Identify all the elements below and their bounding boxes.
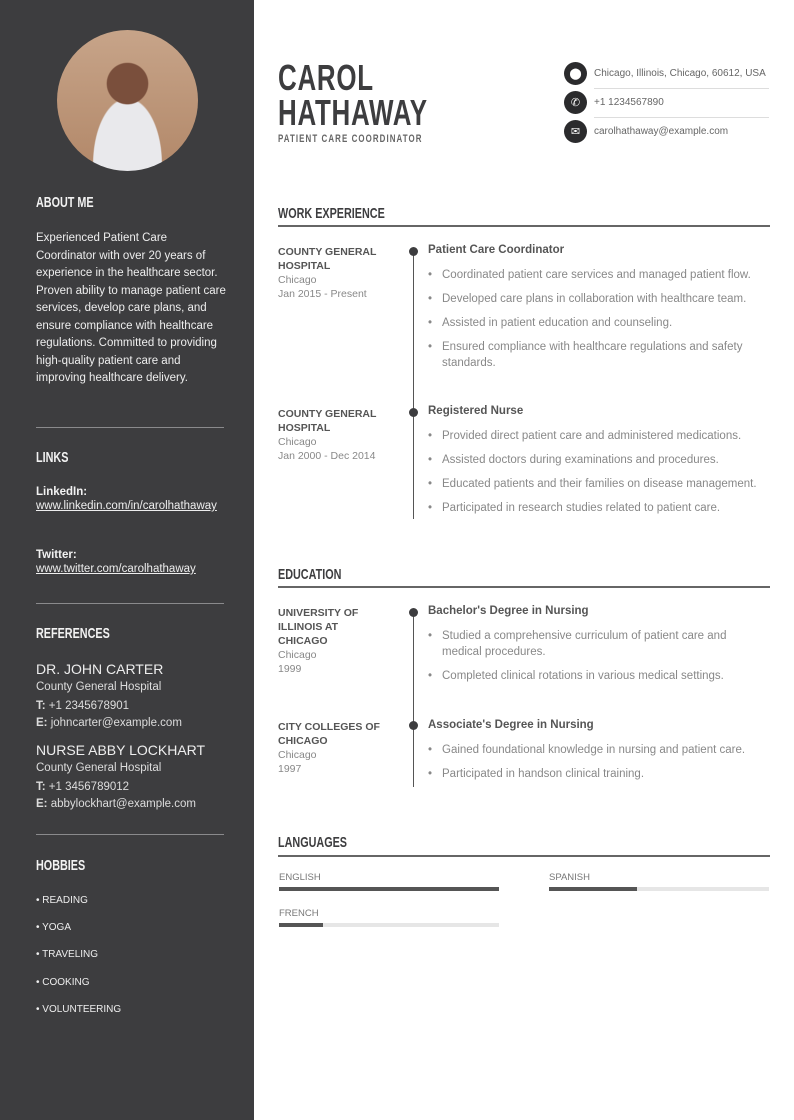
sidebar [0, 0, 254, 1120]
bullet: • Ensured compliance with healthcare regulations and safety standards. [428, 339, 763, 371]
reference-org: County General Hospital [36, 762, 162, 774]
bullet: • Coordinated patient care services and managed patient flow. [428, 267, 763, 283]
about-heading: ABOUT ME [36, 194, 94, 211]
bullet: • Completed clinical rotations in various medical settings. [428, 668, 763, 684]
twitter-link[interactable]: www.twitter.com/carolhathaway [36, 563, 196, 575]
timeline-dot [409, 247, 418, 256]
city: Chicago [278, 436, 317, 448]
dates: Jan 2000 - Dec 2014 [278, 450, 376, 462]
reference-name: DR. JOHN CARTER [36, 661, 164, 677]
divider [594, 117, 769, 118]
bullet: • Studied a comprehensive curriculum of patient care and medical procedures. [428, 628, 748, 660]
school: CITY COLLEGES OF CHICAGO [278, 721, 380, 747]
dates: 1999 [278, 663, 302, 675]
linkedin-link[interactable]: www.linkedin.com/in/carolhathaway [36, 500, 217, 512]
profile-photo [57, 30, 198, 171]
language-name: ENGLISH [279, 872, 321, 883]
bullet: • Developed care plans in collaboration with healthcare team. [428, 291, 763, 307]
work-meta [278, 245, 398, 301]
reference-email: johncarter@example.com [50, 717, 182, 729]
language-item [279, 872, 499, 891]
hobbies-heading: HOBBIES [36, 857, 86, 874]
language-item [279, 908, 499, 927]
company: COUNTY GENERAL HOSPITAL [278, 408, 377, 434]
bullet: • Participated in handson clinical training. [428, 766, 763, 782]
section-divider [278, 586, 770, 588]
role: Registered Nurse [428, 405, 524, 417]
contact-phone: +1 1234567890 [594, 97, 664, 108]
bullet: • Assisted doctors during examinations and procedures. [428, 452, 763, 468]
reference-email: abbylockhart@example.com [50, 798, 196, 810]
city: Chicago [278, 649, 317, 661]
language-bar-fill [549, 887, 637, 891]
language-bar [279, 887, 499, 891]
reference-org: County General Hospital [36, 681, 162, 693]
reference-item [36, 661, 182, 732]
first-name: CAROL [278, 57, 374, 98]
bullet: • Participated in research studies related to patient care. [428, 500, 763, 516]
reference-phone: +1 2345678901 [48, 700, 130, 712]
degree: Bachelor's Degree in Nursing [428, 605, 589, 617]
contact-email[interactable]: carolhathaway@example.com [594, 126, 729, 137]
hobby-item: • YOGA [36, 922, 71, 933]
timeline-dot [409, 721, 418, 730]
city: Chicago [278, 749, 317, 761]
email-icon: ✉ [564, 120, 587, 143]
degree: Associate's Degree in Nursing [428, 719, 594, 731]
hobby-item: • TRAVELING [36, 949, 99, 960]
divider [36, 603, 224, 604]
education-detail [428, 719, 763, 782]
reference-phone: +1 3456789012 [48, 781, 130, 793]
timeline-line [413, 251, 414, 519]
hobby-item: • COOKING [36, 977, 90, 988]
contact-address: Chicago, Illinois, Chicago, 60612, USA [594, 68, 766, 79]
phone-icon: ✆ [564, 91, 587, 114]
work-meta [278, 407, 398, 463]
language-bar [549, 887, 769, 891]
linkedin-label: LinkedIn: [36, 486, 88, 498]
education-meta [278, 606, 373, 676]
timeline-dot [409, 608, 418, 617]
city: Chicago [278, 274, 317, 286]
company: COUNTY GENERAL HOSPITAL [278, 246, 377, 272]
language-name: SPANISH [549, 872, 591, 883]
languages-heading: LANGUAGES [278, 834, 348, 851]
education-meta [278, 720, 388, 776]
language-bar [279, 923, 499, 927]
bullet: • Educated patients and their families on disease management. [428, 476, 763, 492]
timeline-dot [409, 408, 418, 417]
work-detail [428, 244, 763, 371]
email-label: E: [36, 717, 48, 729]
bullet: • Assisted in patient education and counseling. [428, 315, 763, 331]
section-divider [278, 855, 770, 857]
section-divider [278, 225, 770, 227]
role: Patient Care Coordinator [428, 244, 565, 256]
divider [594, 88, 769, 89]
school: UNIVERSITY OF ILLINOIS AT CHICAGO [278, 607, 359, 647]
last-name: HATHAWAY [278, 92, 428, 133]
about-text: Experienced Patient Care Coordinator with over 20 years of experience in the healthcare sector. Proven ability to manage patient care services, develop care plans, and ensure compliance with healthcare regulations. Committed to providing high-quality patient care and improving healthcare delivery. [36, 232, 226, 384]
hobby-item: • VOLUNTEERING [36, 1004, 122, 1015]
work-detail [428, 405, 763, 516]
education-detail [428, 605, 763, 684]
language-item [549, 872, 769, 891]
language-bar-fill [279, 923, 323, 927]
email-label: E: [36, 798, 48, 810]
dates: Jan 2015 - Present [278, 288, 367, 300]
job-title: PATIENT CARE COORDINATOR [278, 133, 423, 145]
timeline-line [413, 612, 414, 787]
twitter-label: Twitter: [36, 549, 77, 561]
reference-name: NURSE ABBY LOCKHART [36, 742, 206, 758]
hobby-item: • READING [36, 895, 88, 906]
references-heading: REFERENCES [36, 625, 110, 642]
bullet: • Provided direct patient care and administered medications. [428, 428, 763, 444]
links-heading: LINKS [36, 449, 69, 466]
bullet: • Gained foundational knowledge in nursing and patient care. [428, 742, 763, 758]
phone-label: T: [36, 781, 46, 793]
divider [36, 427, 224, 428]
divider [36, 834, 224, 835]
language-name: FRENCH [279, 908, 319, 919]
location-pin-icon: ⬤ [564, 62, 587, 85]
dates: 1997 [278, 763, 302, 775]
work-heading: WORK EXPERIENCE [278, 205, 385, 222]
education-heading: EDUCATION [278, 566, 342, 583]
phone-label: T: [36, 700, 46, 712]
reference-item [36, 742, 205, 813]
language-bar-fill [279, 887, 499, 891]
